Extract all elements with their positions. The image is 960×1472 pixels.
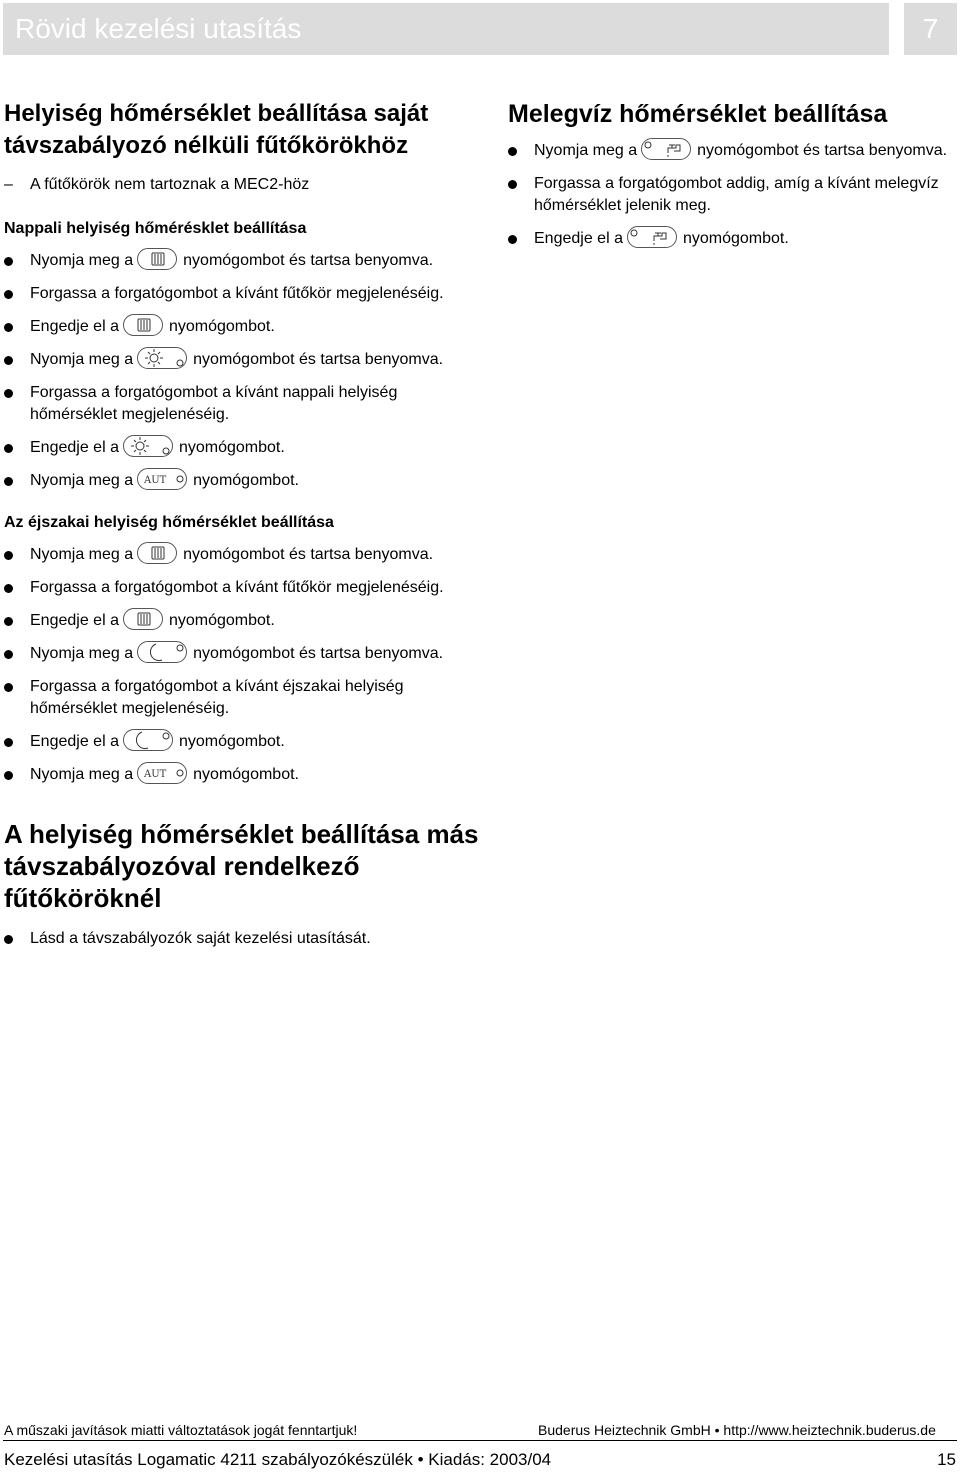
step-text: Forgassa a forgatógombot a kívánt nappali helyiség hőmérséklet megjelenéséig. — [30, 384, 398, 423]
step-text-after-icon: nyomógombot. — [193, 766, 299, 783]
step-text: Nyomja meg a — [30, 472, 134, 489]
list-item — [4, 764, 484, 786]
chapter-number: 7 — [904, 3, 957, 55]
step-text: Forgassa a forgatógombot addig, amíg a kívánt melegvíz hőmérséklet jelenik meg. — [534, 175, 939, 214]
step-text-after-icon: nyomógombot. — [682, 230, 789, 247]
step-text: Forgassa a forgatógombot a kívánt fűtőkör megjelenéséig. — [30, 285, 444, 302]
radiator-icon — [137, 542, 177, 564]
list-item — [4, 250, 484, 272]
step-text: Nyomja meg a — [30, 766, 134, 783]
list-item — [4, 316, 484, 338]
aut-label: AUT — [144, 768, 167, 780]
step-text-after-icon: nyomógombot és tartsa benyomva. — [193, 645, 444, 662]
list-item — [4, 283, 484, 305]
list-item — [4, 577, 484, 599]
section-heading-hot-water: Melegvíz hőmérséklet beállítása — [508, 100, 888, 128]
step-text-after-icon: nyomógombot. — [178, 439, 285, 456]
page-number: 15 — [937, 1450, 956, 1469]
moon-icon — [123, 729, 173, 751]
day-steps-list — [4, 250, 484, 492]
list-item — [4, 928, 484, 950]
step-text: Nyomja meg a — [30, 351, 134, 368]
radiator-icon — [123, 314, 163, 336]
subheading-day: Nappali helyiség hőmérésklet beállítása — [4, 220, 307, 237]
footer-disclaimer: A műszaki javítások miatti változtatások jogát fenntartjuk! — [4, 1422, 358, 1438]
radiator-icon — [123, 608, 163, 630]
step-text-after-icon: nyomógombot és tartsa benyomva. — [697, 142, 948, 159]
page-header-title: Rövid kezelési utasítás — [15, 13, 302, 44]
remote-steps-list — [4, 928, 484, 950]
step-text: Forgassa a forgatógombot a kívánt éjszakai helyiség hőmérséklet megjelenéséig. — [30, 678, 404, 717]
list-item — [508, 173, 948, 217]
step-text: Nyomja meg a — [30, 645, 134, 662]
list-item — [4, 382, 484, 426]
list-item — [4, 544, 484, 566]
right-column — [508, 98, 948, 250]
list-item — [4, 470, 484, 492]
step-text-after-icon: nyomógombot. — [178, 733, 285, 750]
step-text-after-icon: nyomógombot. — [193, 472, 299, 489]
section-heading-own-remote: Helyiség hőmérséklet beállítása saját távszabályozó nélküli fűtőkörökhöz — [4, 100, 429, 159]
step-text: Engedje el a — [30, 733, 119, 750]
step-text: Nyomja meg a — [30, 546, 134, 563]
aut-label: AUT — [144, 474, 167, 486]
night-steps-list — [4, 544, 484, 786]
section-heading-other-remote: A helyiség hőmérséklet beállítása más távszabályozóval rendelkező fűtőköröknél — [4, 819, 479, 913]
sun-icon — [123, 435, 173, 457]
list-item — [4, 349, 484, 371]
sun-icon — [137, 347, 187, 369]
step-text: Engedje el a — [30, 318, 119, 335]
left-column — [4, 98, 484, 950]
aut-icon — [137, 468, 187, 490]
aut-icon — [137, 762, 187, 784]
step-text: Nyomja meg a — [30, 252, 134, 269]
step-text-after-icon: nyomógombot. — [168, 318, 275, 335]
list-item — [4, 610, 484, 632]
header-bar — [3, 3, 889, 55]
list-item — [508, 140, 948, 162]
list-item — [4, 437, 484, 459]
step-text-after-icon: nyomógombot és tartsa benyomva. — [193, 351, 444, 368]
footer-company: Buderus Heiztechnik GmbH • http://www.heiztechnik.buderus.de — [538, 1422, 936, 1438]
tap-icon — [641, 138, 691, 160]
list-item — [508, 228, 948, 250]
list-item — [4, 676, 484, 720]
step-text: Nyomja meg a — [534, 142, 638, 159]
step-text-after-icon: nyomógombot és tartsa benyomva. — [183, 546, 434, 563]
step-text-after-icon: nyomógombot. — [168, 612, 275, 629]
step-text: Lásd a távszabályozók saját kezelési utasítását. — [30, 930, 371, 947]
radiator-icon — [137, 248, 177, 270]
step-text-after-icon: nyomógombot és tartsa benyomva. — [183, 252, 434, 269]
moon-icon — [137, 641, 187, 663]
footer-document: Kezelési utasítás Logamatic 4211 szabályozókészülék • Kiadás: 2003/04 — [4, 1450, 552, 1469]
step-text: Engedje el a — [30, 612, 119, 629]
step-text: Engedje el a — [534, 230, 623, 247]
step-text: Forgassa a forgatógombot a kívánt fűtőkör megjelenéséig. — [30, 579, 444, 596]
dash-note: – A fűtőkörök nem tartoznak a MEC2-höz — [4, 174, 484, 196]
list-item — [4, 643, 484, 665]
tap-icon — [627, 226, 677, 248]
step-text: Engedje el a — [30, 439, 119, 456]
list-item — [4, 731, 484, 753]
subheading-night: Az éjszakai helyiség hőmérséklet beállítása — [4, 514, 334, 531]
footer-divider — [3, 1440, 957, 1441]
hot-water-steps-list — [508, 140, 948, 250]
